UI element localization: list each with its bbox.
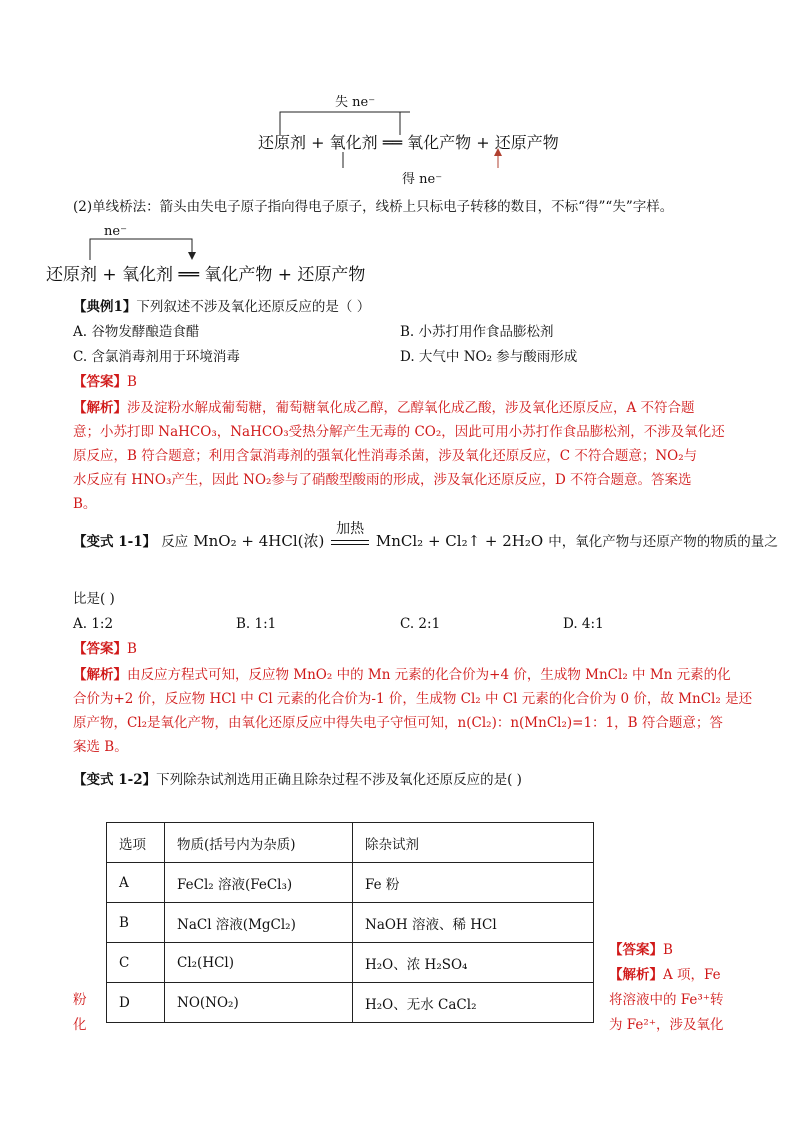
analysis-text: 由反应方程式可知，反应物 MnO₂ 中的 Mn 元素的化合价为+4 价，生成物 MnCl₂ 中 Mn 元素的化 xyxy=(127,667,731,683)
analysis-line xyxy=(73,663,731,687)
variant12-question xyxy=(73,770,522,790)
eq1-reductant: 还原剂 xyxy=(258,133,307,152)
variant11-answer-value: B xyxy=(127,641,137,657)
eq2-oxidant: 氧化剂 xyxy=(122,265,174,285)
equation-2 xyxy=(46,260,365,285)
table-row xyxy=(107,943,594,983)
table-cell: H₂O、无水 CaCl₂ xyxy=(353,983,594,1023)
eq-condition-wrap xyxy=(329,521,371,550)
variant11-option-c: C. 2:1 xyxy=(400,616,441,632)
table-cell: A xyxy=(107,863,165,903)
eq2-equals: ══ xyxy=(178,265,199,285)
table-cell: NaOH 溶液、稀 HCl xyxy=(353,903,594,943)
eq1-oxidation-product: 氧化产物 xyxy=(407,133,472,152)
variant11-option-d: D. 4:1 xyxy=(563,616,604,632)
analysis-line xyxy=(73,396,725,420)
variant11-analysis-tag: 【解析】 xyxy=(73,667,127,683)
analysis-line: 原产物，Cl₂是氧化产物，由氧化还原反应中得失电子守恒可知，n(Cl₂)：n(MnCl₂)=1：1，B 符合题意；答 xyxy=(73,715,723,731)
example1-question xyxy=(73,297,370,317)
variant12-side-analysis xyxy=(609,965,721,985)
eq1-plus-1: + xyxy=(311,133,325,152)
eq2-reductant: 还原剂 xyxy=(46,265,97,285)
gain-electron-label: 得 ne⁻ xyxy=(402,172,443,187)
example1-answer xyxy=(73,372,137,392)
table-cell: NO(NO₂) xyxy=(165,983,353,1023)
eq-left: MnO₂ + 4HCl(浓) xyxy=(193,532,325,550)
variant11-lead: 反应 xyxy=(161,534,189,550)
example1-option-c: C. 含氯消毒剂用于环境消毒 xyxy=(73,349,240,365)
variant11-option-a: A. 1:2 xyxy=(73,616,114,632)
eq-condition: 加热 xyxy=(336,521,365,537)
single-bridge-arrow-head xyxy=(188,252,196,260)
analysis-line: B。 xyxy=(73,496,97,512)
analysis-line: 原反应，B 符合题意；利用含氯消毒剂的强氧化性消毒杀菌，涉及氧化还原反应，C 不符合题意；NO₂与 xyxy=(73,448,698,464)
table-cell: B xyxy=(107,903,165,943)
example1-tag: 【典例1】 xyxy=(73,299,137,315)
example1-answer-value: B xyxy=(127,374,137,390)
eq1-equals: ══ xyxy=(382,133,402,152)
table-header: 除杂试剂 xyxy=(353,823,594,863)
variant11-tail: 中，氧化产物与还原产物的物质的量之 xyxy=(548,534,778,550)
side-line: 将溶液中的 Fe³⁺转 xyxy=(609,992,724,1008)
analysis-line: 合价为+2 价，反应物 HCl 中 Cl 元素的化合价为-1 价，生成物 Cl₂ 中 Cl 元素的化合价为 0 价，故 MnCl₂ 是还 xyxy=(73,691,753,707)
table-header: 物质(括号内为杂质) xyxy=(165,823,353,863)
double-bridge-diagram xyxy=(250,90,560,190)
variant11-answer xyxy=(73,639,137,659)
eq1-oxidant: 氧化剂 xyxy=(329,133,378,152)
left-overflow-char: 粉 xyxy=(73,992,87,1008)
eq-right: MnCl₂ + Cl₂↑ + 2H₂O xyxy=(375,532,544,550)
variant11-analysis xyxy=(73,663,753,759)
side-line: A 项，Fe xyxy=(663,967,721,983)
table-cell: FeCl₂ 溶液(FeCl₃) xyxy=(165,863,353,903)
example1-option-b: B. 小苏打用作食品膨松剂 xyxy=(400,324,554,340)
variant11-tag: 【变式 1-1】 xyxy=(73,534,157,550)
variant11-question xyxy=(73,521,778,552)
eq2-reduction-product: 还原产物 xyxy=(297,265,366,285)
table-cell: Cl₂(HCl) xyxy=(165,943,353,983)
single-bridge-line xyxy=(90,239,192,260)
table-row xyxy=(107,863,594,903)
table-row xyxy=(107,903,594,943)
single-bridge-label: ne⁻ xyxy=(104,224,127,239)
table-cell: H₂O、浓 H₂SO₄ xyxy=(353,943,594,983)
left-overflow-char: 化 xyxy=(73,1017,87,1033)
example1-analysis-tag: 【解析】 xyxy=(73,400,127,416)
eq2-plus-2: + xyxy=(277,265,293,285)
equation-1 xyxy=(258,130,559,153)
variant12-answer-value: B xyxy=(663,942,673,958)
eq2-oxidation-product: 氧化产物 xyxy=(204,265,273,285)
analysis-text: 涉及淀粉水解成葡萄糖，葡萄糖氧化成乙醇，乙醇氧化成乙酸，涉及氧化还原反应，A 不符合题 xyxy=(127,400,695,416)
example1-answer-tag: 【答案】 xyxy=(73,374,127,390)
table-cell: D xyxy=(107,983,165,1023)
eq-double-bar xyxy=(331,540,369,545)
analysis-line: 案选 B。 xyxy=(73,739,128,755)
variant11-answer-tag: 【答案】 xyxy=(73,641,127,657)
side-line: 为 Fe²⁺，涉及氧化 xyxy=(609,1017,724,1033)
table-cell: Fe 粉 xyxy=(353,863,594,903)
variant11-option-b: B. 1:1 xyxy=(236,616,277,632)
variant11-equation xyxy=(193,521,544,551)
example1-analysis xyxy=(73,396,725,516)
eq1-plus-2: + xyxy=(476,133,490,152)
variant12-tag: 【变式 1-2】 xyxy=(73,772,157,788)
example1-question-text: 下列叙述不涉及氧化还原反应的是（ ） xyxy=(136,299,371,315)
table-cell: C xyxy=(107,943,165,983)
table-header: 选项 xyxy=(107,823,165,863)
table-cell: NaCl 溶液(MgCl₂) xyxy=(165,903,353,943)
table-header-row xyxy=(107,823,594,863)
example1-option-a: A. 谷物发酵酿造食醋 xyxy=(73,324,200,340)
options-table xyxy=(106,822,594,1023)
variant12-question-text: 下列除杂试剂选用正确且除杂过程不涉及氧化还原反应的是( ) xyxy=(156,772,522,788)
variant12-answer-tag: 【答案】 xyxy=(609,942,663,958)
analysis-line: 水反应有 HNO₃产生，因此 NO₂参与了硝酸型酸雨的形成，涉及氧化还原反应，D 不符合题意。答案选 xyxy=(73,472,692,488)
eq1-reduction-product: 还原产物 xyxy=(494,133,559,152)
lose-electron-label: 失 ne⁻ xyxy=(335,95,376,110)
single-bridge-description: (2)单线桥法：箭头由失电子原子指向得电子原子，线桥上只标电子转移的数目，不标“得”“失”字样。 xyxy=(73,199,674,215)
single-bridge-diagram xyxy=(46,222,386,286)
table-row xyxy=(107,983,594,1023)
eq2-plus-1: + xyxy=(102,265,117,285)
variant11-line2: 比是( ) xyxy=(73,591,115,607)
analysis-line: 意；小苏打即 NaHCO₃，NaHCO₃受热分解产生无毒的 CO₂，因此可用小苏打作食品膨松剂，不涉及氧化还 xyxy=(73,424,725,440)
variant12-side-answer xyxy=(609,940,673,960)
variant12-analysis-tag: 【解析】 xyxy=(609,967,663,983)
example1-option-d: D. 大气中 NO₂ 参与酸雨形成 xyxy=(400,349,578,365)
